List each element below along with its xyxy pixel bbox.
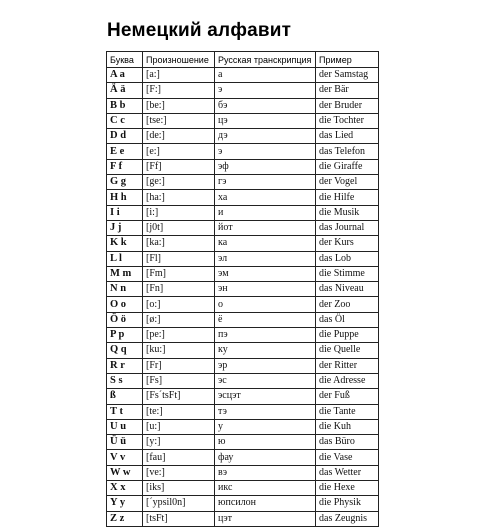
letter-cell: I i: [107, 205, 143, 220]
pronunciation-cell: [F:]: [143, 83, 215, 98]
header-pronunciation: Произношение: [143, 52, 215, 68]
example-cell: die Puppe: [316, 328, 379, 343]
table-row: [107, 312, 379, 327]
example-cell: die Tante: [316, 404, 379, 419]
russian-transcription-cell: тэ: [215, 404, 316, 419]
russian-transcription-cell: юпсилон: [215, 496, 316, 511]
russian-transcription-cell: дэ: [215, 129, 316, 144]
pronunciation-cell: [u:]: [143, 419, 215, 434]
header-example: Пример: [316, 52, 379, 68]
russian-transcription-cell: вэ: [215, 465, 316, 480]
example-cell: die Hexe: [316, 481, 379, 496]
letter-cell: K k: [107, 236, 143, 251]
pronunciation-cell: [ha:]: [143, 190, 215, 205]
letter-cell: A a: [107, 68, 143, 83]
russian-transcription-cell: у: [215, 419, 316, 434]
pronunciation-cell: [Fn]: [143, 282, 215, 297]
russian-transcription-cell: эн: [215, 282, 316, 297]
pronunciation-cell: [ve:]: [143, 465, 215, 480]
example-cell: der Vogel: [316, 175, 379, 190]
table-row: [107, 98, 379, 113]
table-row: [107, 83, 379, 98]
table-row: [107, 144, 379, 159]
russian-transcription-cell: пэ: [215, 328, 316, 343]
table-row: [107, 113, 379, 128]
russian-transcription-cell: бэ: [215, 98, 316, 113]
letter-cell: O o: [107, 297, 143, 312]
letter-cell: X x: [107, 481, 143, 496]
pronunciation-cell: [fau]: [143, 450, 215, 465]
pronunciation-cell: [Ff]: [143, 159, 215, 174]
pronunciation-cell: [tse:]: [143, 113, 215, 128]
table-row: [107, 419, 379, 434]
russian-transcription-cell: икс: [215, 481, 316, 496]
russian-transcription-cell: цэ: [215, 113, 316, 128]
table-row: [107, 220, 379, 235]
table-row: [107, 435, 379, 450]
pronunciation-cell: [Fs´tsFt]: [143, 389, 215, 404]
table-row: [107, 481, 379, 496]
example-cell: die Hilfe: [316, 190, 379, 205]
pronunciation-cell: [Fr]: [143, 358, 215, 373]
example-cell: die Tochter: [316, 113, 379, 128]
pronunciation-cell: [´ypsil0n]: [143, 496, 215, 511]
example-cell: das Lob: [316, 251, 379, 266]
example-cell: die Quelle: [316, 343, 379, 358]
pronunciation-cell: [iks]: [143, 481, 215, 496]
example-cell: das Wetter: [316, 465, 379, 480]
example-cell: das Lied: [316, 129, 379, 144]
pronunciation-cell: [te:]: [143, 404, 215, 419]
table-row: [107, 190, 379, 205]
table-row: [107, 175, 379, 190]
example-cell: der Ritter: [316, 358, 379, 373]
pronunciation-cell: [Fl]: [143, 251, 215, 266]
table-body: [107, 68, 379, 527]
example-cell: das Niveau: [316, 282, 379, 297]
letter-cell: G g: [107, 175, 143, 190]
example-cell: die Physik: [316, 496, 379, 511]
russian-transcription-cell: йот: [215, 220, 316, 235]
letter-cell: Ä ä: [107, 83, 143, 98]
russian-transcription-cell: фау: [215, 450, 316, 465]
table-header-row: [107, 52, 379, 68]
letter-cell: C c: [107, 113, 143, 128]
table-row: [107, 358, 379, 373]
letter-cell: Ü ü: [107, 435, 143, 450]
example-cell: die Kuh: [316, 419, 379, 434]
russian-transcription-cell: ё: [215, 312, 316, 327]
example-cell: die Stimme: [316, 266, 379, 281]
example-cell: das Telefon: [316, 144, 379, 159]
example-cell: der Kurs: [316, 236, 379, 251]
letter-cell: Q q: [107, 343, 143, 358]
example-cell: der Fuß: [316, 389, 379, 404]
letter-cell: ß: [107, 389, 143, 404]
table-row: [107, 205, 379, 220]
letter-cell: Z z: [107, 511, 143, 526]
example-cell: das Journal: [316, 220, 379, 235]
pronunciation-cell: [ka:]: [143, 236, 215, 251]
pronunciation-cell: [ku:]: [143, 343, 215, 358]
letter-cell: R r: [107, 358, 143, 373]
russian-transcription-cell: э: [215, 83, 316, 98]
letter-cell: U u: [107, 419, 143, 434]
example-cell: der Bruder: [316, 98, 379, 113]
pronunciation-cell: [e:]: [143, 144, 215, 159]
letter-cell: F f: [107, 159, 143, 174]
pronunciation-cell: [i:]: [143, 205, 215, 220]
letter-cell: W w: [107, 465, 143, 480]
example-cell: der Zoo: [316, 297, 379, 312]
table-row: [107, 389, 379, 404]
pronunciation-cell: [ge:]: [143, 175, 215, 190]
russian-transcription-cell: о: [215, 297, 316, 312]
russian-transcription-cell: эсцэт: [215, 389, 316, 404]
table-row: [107, 266, 379, 281]
table-row: [107, 496, 379, 511]
russian-transcription-cell: гэ: [215, 175, 316, 190]
table-row: [107, 465, 379, 480]
pronunciation-cell: [Fm]: [143, 266, 215, 281]
letter-cell: L l: [107, 251, 143, 266]
example-cell: der Samstag: [316, 68, 379, 83]
example-cell: das Öl: [316, 312, 379, 327]
letter-cell: J j: [107, 220, 143, 235]
letter-cell: Y y: [107, 496, 143, 511]
table-row: [107, 373, 379, 388]
header-russian-transcription: Русская транскрипция: [215, 52, 316, 68]
alphabet-table: [106, 51, 379, 527]
page-title: Немецкий алфавит: [107, 20, 292, 41]
letter-cell: S s: [107, 373, 143, 388]
table-row: [107, 282, 379, 297]
table-row: [107, 68, 379, 83]
russian-transcription-cell: цэт: [215, 511, 316, 526]
letter-cell: B b: [107, 98, 143, 113]
russian-transcription-cell: эл: [215, 251, 316, 266]
table-row: [107, 236, 379, 251]
example-cell: das Zeugnis: [316, 511, 379, 526]
letter-cell: V v: [107, 450, 143, 465]
pronunciation-cell: [o:]: [143, 297, 215, 312]
example-cell: die Vase: [316, 450, 379, 465]
table-row: [107, 129, 379, 144]
russian-transcription-cell: ка: [215, 236, 316, 251]
letter-cell: M m: [107, 266, 143, 281]
letter-cell: P p: [107, 328, 143, 343]
header-letter: Буква: [107, 52, 143, 68]
table-row: [107, 404, 379, 419]
letter-cell: E e: [107, 144, 143, 159]
example-cell: die Musik: [316, 205, 379, 220]
pronunciation-cell: [pe:]: [143, 328, 215, 343]
pronunciation-cell: [tsFt]: [143, 511, 215, 526]
table-row: [107, 328, 379, 343]
letter-cell: T t: [107, 404, 143, 419]
table-row: [107, 511, 379, 526]
table-row: [107, 450, 379, 465]
russian-transcription-cell: эф: [215, 159, 316, 174]
russian-transcription-cell: э: [215, 144, 316, 159]
russian-transcription-cell: эм: [215, 266, 316, 281]
pronunciation-cell: [a:]: [143, 68, 215, 83]
table-row: [107, 251, 379, 266]
pronunciation-cell: [j0t]: [143, 220, 215, 235]
letter-cell: D d: [107, 129, 143, 144]
pronunciation-cell: [y:]: [143, 435, 215, 450]
russian-transcription-cell: ю: [215, 435, 316, 450]
pronunciation-cell: [Fs]: [143, 373, 215, 388]
russian-transcription-cell: эр: [215, 358, 316, 373]
pronunciation-cell: [de:]: [143, 129, 215, 144]
example-cell: die Adresse: [316, 373, 379, 388]
example-cell: das Büro: [316, 435, 379, 450]
example-cell: der Bär: [316, 83, 379, 98]
pronunciation-cell: [ø:]: [143, 312, 215, 327]
table-row: [107, 159, 379, 174]
pronunciation-cell: [be:]: [143, 98, 215, 113]
letter-cell: N n: [107, 282, 143, 297]
russian-transcription-cell: ку: [215, 343, 316, 358]
table-row: [107, 297, 379, 312]
russian-transcription-cell: ха: [215, 190, 316, 205]
russian-transcription-cell: а: [215, 68, 316, 83]
table-row: [107, 343, 379, 358]
letter-cell: Ö ö: [107, 312, 143, 327]
russian-transcription-cell: эс: [215, 373, 316, 388]
letter-cell: H h: [107, 190, 143, 205]
example-cell: die Giraffe: [316, 159, 379, 174]
russian-transcription-cell: и: [215, 205, 316, 220]
